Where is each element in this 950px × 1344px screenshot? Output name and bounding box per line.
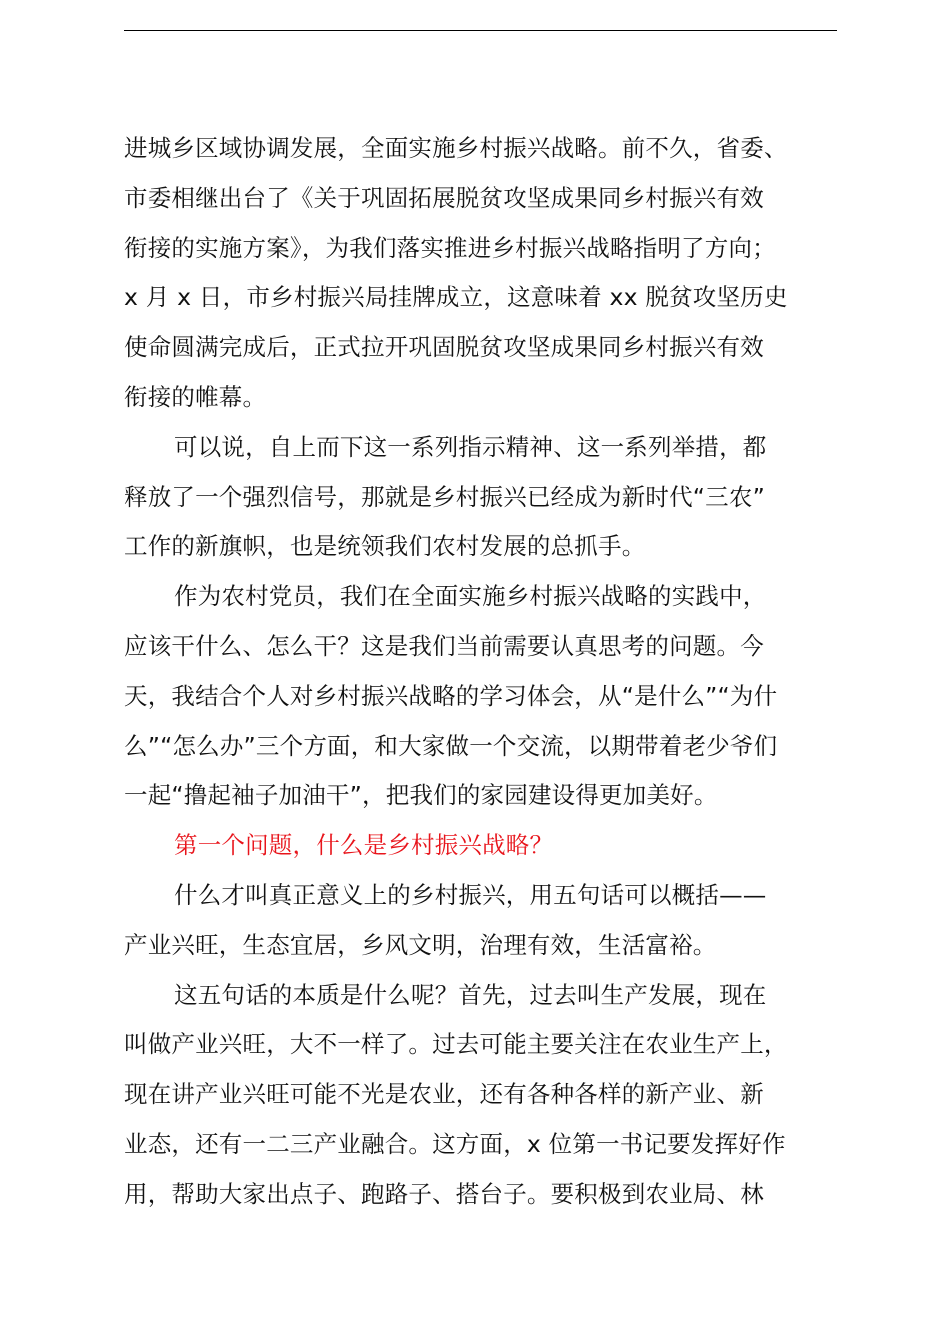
paragraph-start-line: 什么才叫真正意义上的乡村振兴，用五句话可以概括—— (174, 880, 767, 909)
text-line: 天，我结合个人对乡村振兴战略的学习体会，从“是什么”“为什 (124, 681, 778, 710)
text-line: 么”“怎么办”三个方面，和大家做一个交流，以期带着老少爷们 (124, 731, 778, 760)
text-line: x 月 x 日，市乡村振兴局挂牌成立，这意味着 xx 脱贫攻坚历史 (124, 283, 788, 312)
text-line: 衔接的帷幕。 (124, 382, 267, 411)
body-text (124, 124, 840, 1220)
section-heading: 第一个问题，什么是乡村振兴战略？ (174, 831, 554, 860)
text-line: 工作的新旗帜，也是统领我们农村发展的总抓手。 (124, 532, 646, 561)
text-line: 一起“撸起袖子加油干”，把我们的家园建设得更加美好。 (124, 781, 718, 810)
text-line: 用，帮助大家出点子、跑路子、搭台子。要积极到农业局、林 (124, 1179, 764, 1208)
text-line: 产业兴旺，生态宜居，乡风文明，治理有效，生活富裕。 (124, 930, 717, 959)
paragraph-start-line: 这五句话的本质是什么呢？首先，过去叫生产发展，现在 (174, 980, 767, 1009)
text-line: 衔接的实施方案》，为我们落实推进乡村振兴战略指明了方向； (124, 233, 776, 262)
paragraph-start-line: 可以说，自上而下这一系列指示精神、这一系列举措，都 (174, 432, 767, 461)
text-line: 市委相继出台了《关于巩固拓展脱贫攻坚成果同乡村振兴有效 (124, 183, 764, 212)
header-rule (124, 30, 837, 31)
text-line: 叫做产业兴旺，大不一样了。过去可能主要关注在农业生产上， (124, 1030, 788, 1059)
text-line: 进城乡区域协调发展，全面实施乡村振兴战略。前不久，省委、 (124, 134, 788, 162)
text-line: 应该干什么、怎么干？这是我们当前需要认真思考的问题。今 (124, 631, 764, 660)
paragraph-start-line: 作为农村党员，我们在全面实施乡村振兴战略的实践中， (174, 582, 767, 611)
text-line: 业态，还有一二三产业融合。这方面，x 位第一书记要发挥好作 (124, 1129, 786, 1158)
text-line: 释放了一个强烈信号，那就是乡村振兴已经成为新时代“三农” (124, 482, 765, 511)
text-line: 现在讲产业兴旺可能不光是农业，还有各种各样的新产业、新 (124, 1080, 764, 1109)
text-line: 使命圆满完成后，正式拉开巩固脱贫攻坚成果同乡村振兴有效 (124, 333, 764, 362)
